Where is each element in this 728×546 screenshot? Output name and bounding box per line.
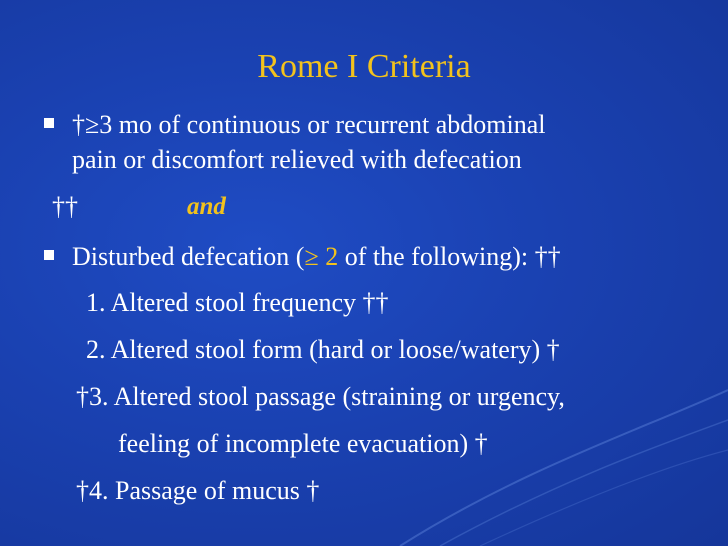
and-connector: and <box>187 193 226 220</box>
sub-item-2: 2. Altered stool form (hard or loose/watery) † <box>86 335 560 364</box>
slide-title: Rome I Criteria <box>257 48 471 85</box>
item1-line2: pain or discomfort relieved with defecation <box>72 145 522 174</box>
sub-item-3a: †3. Altered stool passage (straining or urgency, <box>76 382 565 411</box>
item2-prefix: Disturbed defecation ( <box>72 242 305 271</box>
item2-line <box>72 244 561 270</box>
dagger-marker: †† <box>52 192 78 221</box>
sub-item-1: 1. Altered stool frequency †† <box>86 288 389 317</box>
square-bullet-icon <box>44 250 54 260</box>
square-bullet-icon <box>44 118 54 128</box>
item2-suffix: of the following): †† <box>338 242 561 271</box>
sub-item-3b: feeling of incomplete evacuation) † <box>118 429 488 458</box>
item2-highlight: ≥ 2 <box>304 242 339 271</box>
sub-item-4: †4. Passage of mucus † <box>76 476 320 505</box>
item1-line1: †≥3 mo of continuous or recurrent abdominal <box>72 110 546 139</box>
